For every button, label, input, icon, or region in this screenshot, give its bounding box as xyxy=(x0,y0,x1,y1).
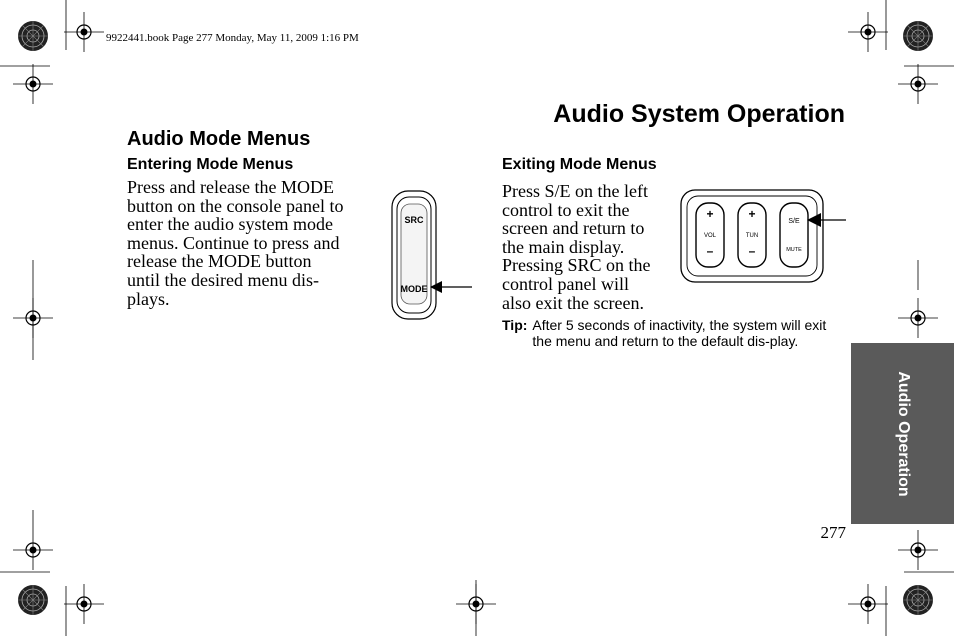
exiting-mode-title: Exiting Mode Menus xyxy=(502,156,657,173)
rosette-mark xyxy=(903,585,933,615)
tun-label: TUN xyxy=(745,233,759,239)
section-title: Audio Mode Menus xyxy=(127,128,311,150)
text-line: also exit the screen. xyxy=(502,292,644,313)
vol-minus-icon: – xyxy=(706,244,714,258)
crosshair-mark xyxy=(64,584,104,624)
tun-minus-icon: – xyxy=(748,244,756,258)
rosette-mark xyxy=(903,21,933,51)
se-label: S/E xyxy=(788,218,800,225)
side-tab xyxy=(851,343,954,524)
vol-label: VOL xyxy=(703,233,717,239)
text-line: until the desired menu dis- xyxy=(127,269,319,290)
se-mute-rocker xyxy=(780,203,808,267)
rosette-mark xyxy=(18,585,48,615)
tip-label: Tip: xyxy=(502,317,528,333)
text-line: control panel will xyxy=(502,273,629,294)
crosshair-mark xyxy=(848,12,888,52)
page-title: Audio System Operation xyxy=(553,100,845,128)
tun-plus-icon: + xyxy=(748,207,756,221)
text-line: control to exit the xyxy=(502,199,630,220)
tip-text: After 5 seconds of inactivity, the system will exit the menu and return to the default dis-play. xyxy=(532,317,827,349)
text-line: screen and return to xyxy=(502,218,645,239)
entering-mode-title: Entering Mode Menus xyxy=(127,156,294,173)
text-line: Press S/E on the left xyxy=(502,181,648,201)
text-line: Pressing SRC on the xyxy=(502,255,651,276)
side-tab-label: Audio Operation xyxy=(894,370,912,497)
text-line: menus. Continue to press and xyxy=(127,232,340,253)
crosshair-mark xyxy=(898,298,938,338)
text-line: release the MODE button xyxy=(127,251,312,272)
vol-plus-icon: + xyxy=(706,207,714,221)
page-number: 277 xyxy=(820,523,846,542)
src-button-label: SRC xyxy=(404,215,424,225)
text-line: enter the audio system mode xyxy=(127,214,333,235)
rosette-mark xyxy=(18,21,48,51)
text-line: the main display. xyxy=(502,236,625,257)
entering-mode-text xyxy=(127,178,372,308)
crosshair-mark xyxy=(898,64,938,104)
crosshair-mark xyxy=(848,584,888,624)
crosshair-mark xyxy=(13,530,53,570)
tip-block xyxy=(502,317,847,349)
crosshair-mark xyxy=(64,12,104,52)
crosshair-mark xyxy=(898,530,938,570)
text-line: button on the console panel to xyxy=(127,195,344,216)
crosshair-mark xyxy=(13,64,53,104)
mode-button-label: MODE xyxy=(400,284,428,294)
text-line: Press and release the MODE xyxy=(127,177,334,197)
steering-control-figure xyxy=(678,187,848,285)
exiting-mode-text xyxy=(502,182,672,312)
mute-label: MUTE xyxy=(786,247,802,253)
src-mode-button-figure xyxy=(388,188,478,323)
book-header-line: 9922441.book Page 277 Monday, May 11, 2009 1:16 PM xyxy=(106,32,359,44)
text-line: plays. xyxy=(127,288,170,309)
